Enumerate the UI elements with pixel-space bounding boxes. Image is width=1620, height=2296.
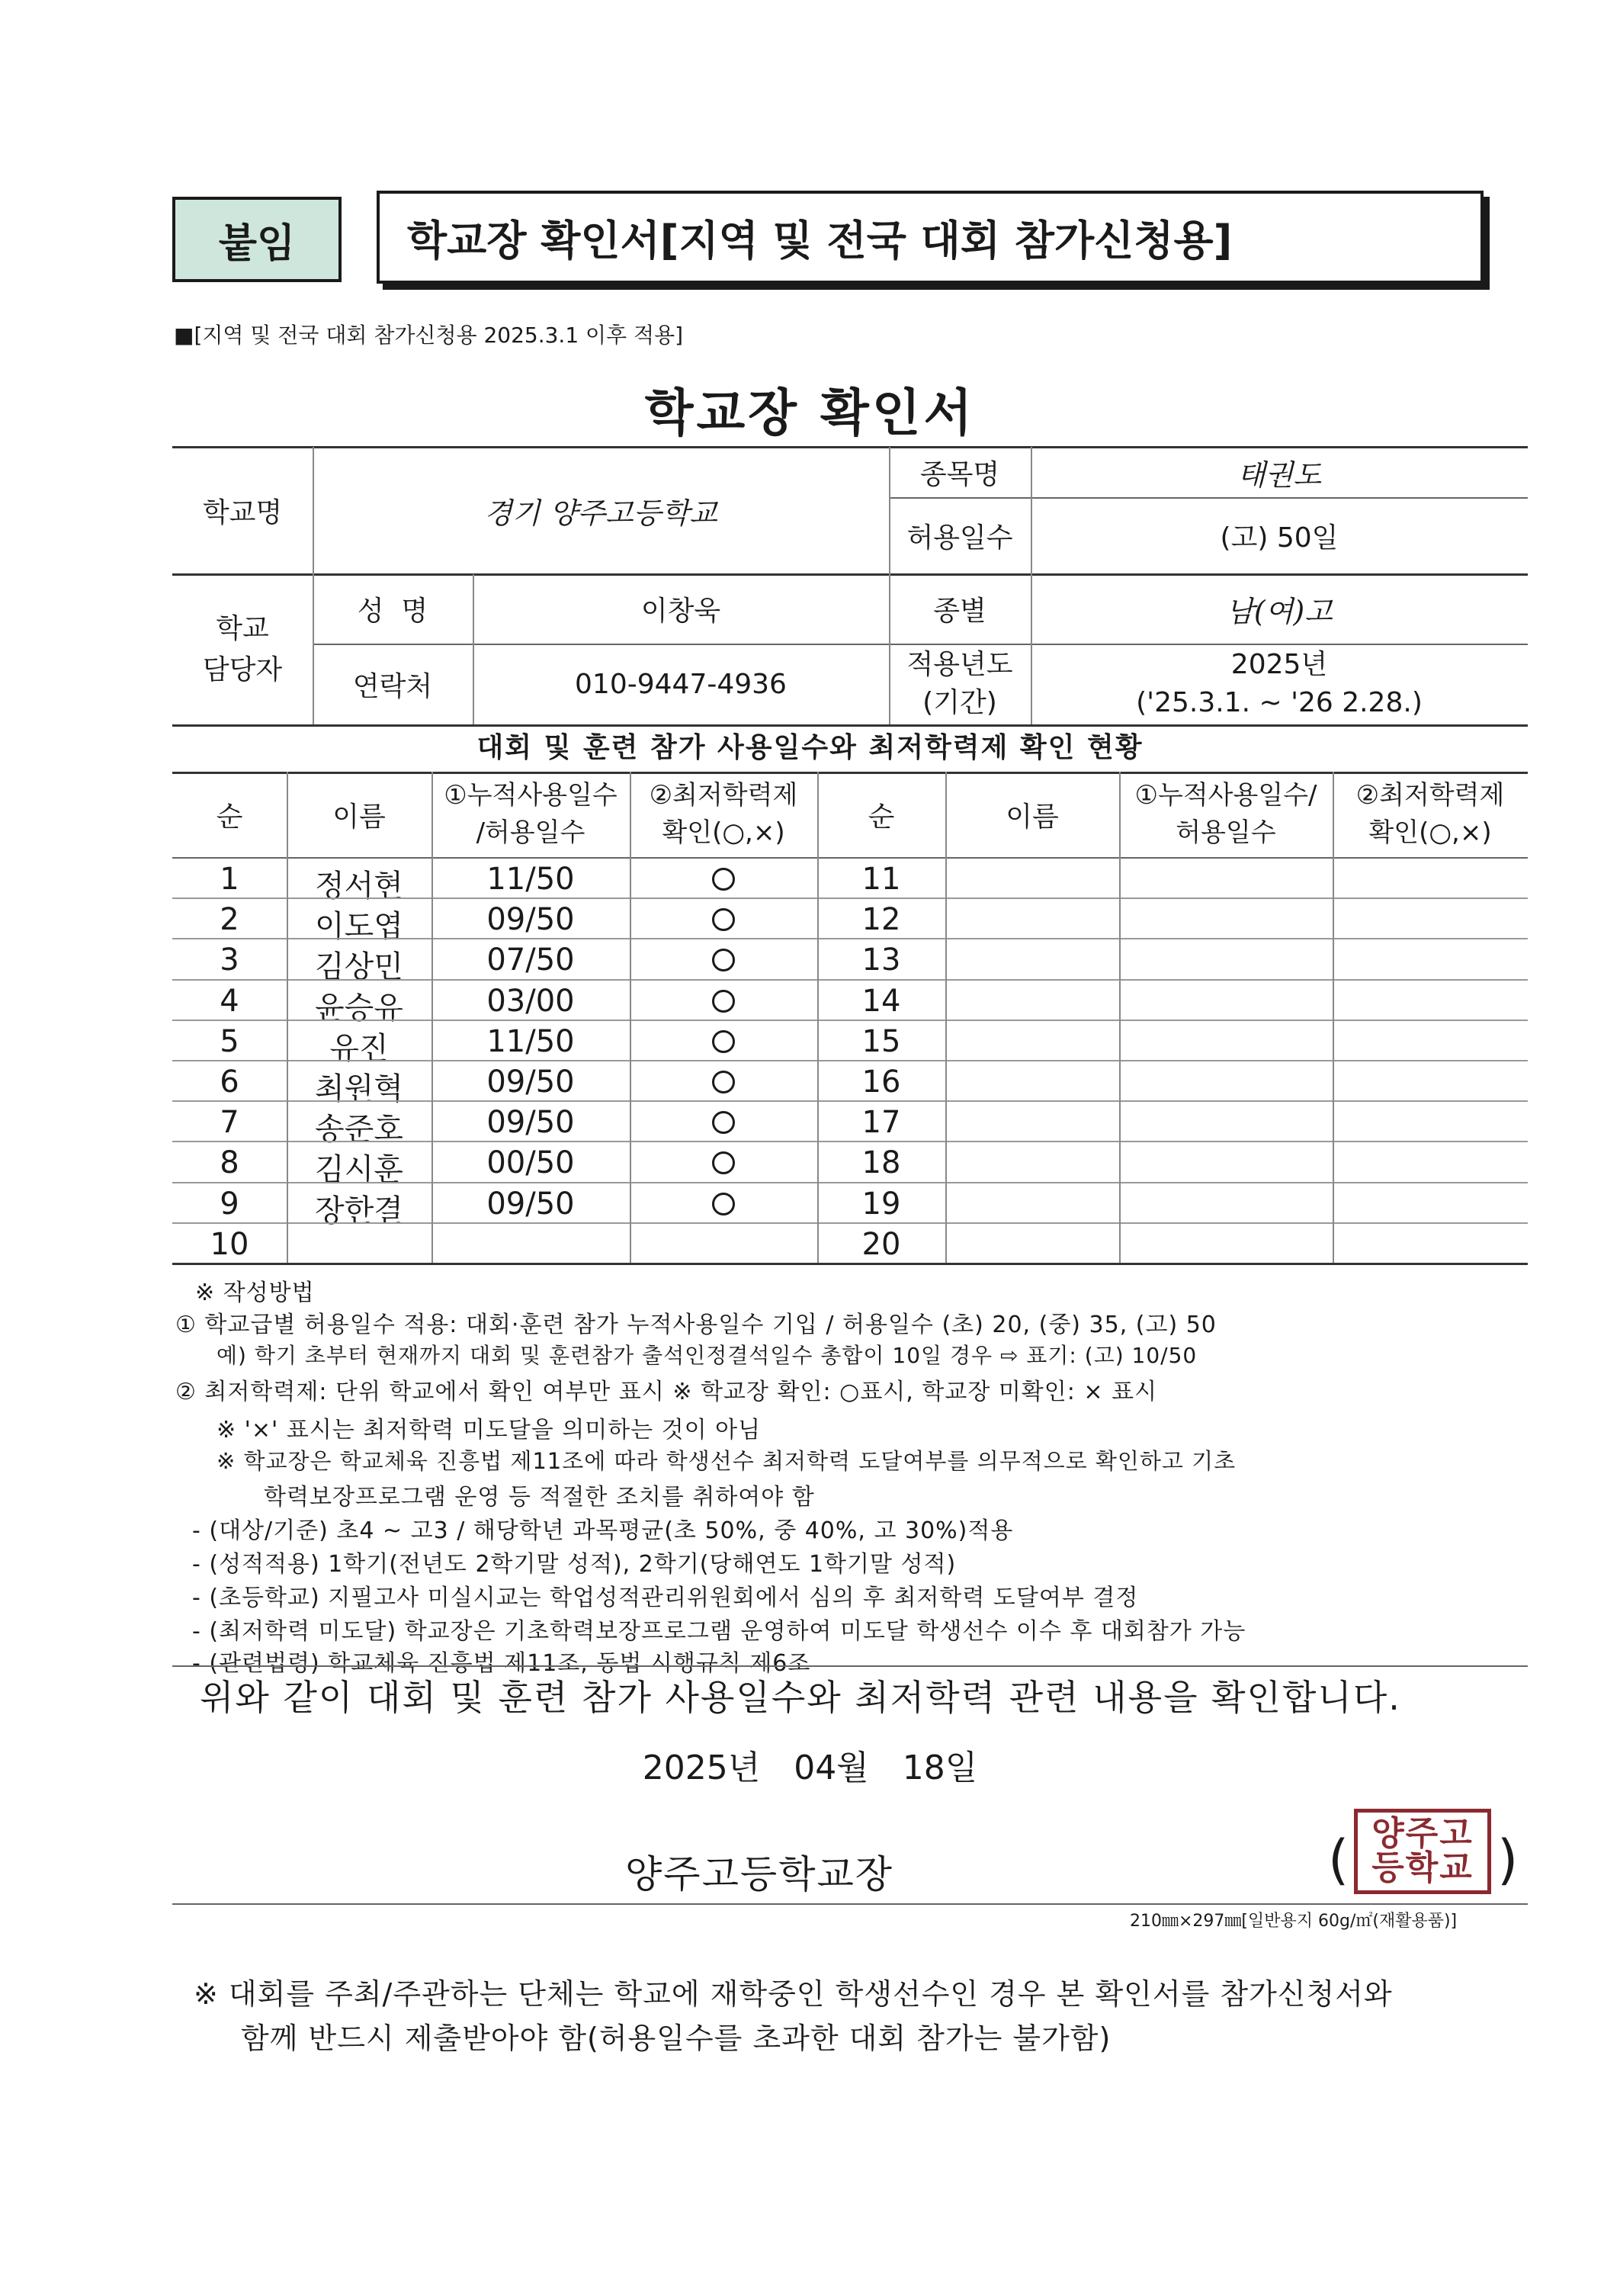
school-seal (1354, 1809, 1491, 1894)
row-number-right: 12 (861, 902, 901, 937)
row-number-right: 20 (861, 1227, 901, 1262)
days-used: 00/50 (486, 1145, 575, 1180)
row-divider (172, 1222, 1528, 1224)
period-value-line: ('25.3.1. ~ '26 2.28.) (1136, 687, 1423, 718)
days-used: 09/50 (486, 1105, 575, 1140)
col-header-days-right (1119, 772, 1333, 857)
row-number: 10 (210, 1227, 249, 1262)
row-number-right: 13 (861, 942, 901, 978)
footer-note-line1: ※ 대회를 주최/주관하는 단체는 학교에 재학중인 학생선수인 경우 본 확인서를 참가신청서와 (194, 1977, 1393, 2011)
divider (1119, 772, 1121, 1263)
detail-1: - (대상/기준) 초4 ~ 고3 / 해당학년 과목평균(초 50%, 중 40%, 고 30%)적용 (192, 1517, 1014, 1544)
divider (817, 772, 819, 1263)
col-header-line: ①누적사용일수/ (1134, 779, 1317, 811)
row-divider (172, 938, 1528, 939)
allowed-days-label: 허용일수 (906, 522, 1013, 554)
col-header-name: 이름 (332, 801, 386, 833)
row-number: 3 (220, 942, 239, 978)
gender-label: 종별 (933, 596, 986, 627)
check-circle-icon (712, 990, 735, 1013)
seal-bracket-right: ) (1497, 1829, 1519, 1891)
row-number-right: 17 (861, 1105, 901, 1140)
manager-name-value: 이창욱 (640, 596, 721, 627)
row-number: 7 (220, 1105, 239, 1140)
athlete-name: 정서현 (315, 869, 403, 904)
year-label-line: (기간) (922, 687, 997, 718)
check-circle-icon (712, 908, 735, 931)
col-header-line: 확인(○,×) (662, 817, 785, 848)
athlete-name: 최원혁 (315, 1071, 403, 1106)
row-divider (172, 1141, 1528, 1142)
year-label (889, 644, 1031, 724)
row-divider (172, 1100, 1528, 1102)
athlete-name: 김상민 (315, 949, 403, 984)
athlete-name: 장한결 (315, 1193, 403, 1228)
row-divider (172, 1020, 1528, 1021)
notes-heading: ※ 작성방법 (195, 1280, 315, 1306)
row-number-right: 19 (861, 1187, 901, 1222)
sport-value: 태권도 (1237, 458, 1322, 492)
col-header-line: 허용일수 (1176, 817, 1276, 848)
days-used: 09/50 (486, 1065, 575, 1100)
check-circle-icon (712, 1030, 735, 1053)
note-2-b-line1: ※ 학교장은 학교체육 진흥법 제11조에 따라 학생선수 최저학력 도달여부를 의무적으로 확인하고 기초 (217, 1448, 1237, 1474)
divider (431, 772, 433, 1263)
divider (172, 1903, 1528, 1905)
note-2-b-line2: 학력보장프로그램 운영 등 적절한 조치를 취하여야 함 (264, 1484, 815, 1511)
col-header-line: 확인(○,×) (1368, 817, 1492, 848)
days-used: 03/00 (486, 984, 575, 1019)
row-number-right: 14 (861, 984, 901, 1019)
divider (945, 772, 947, 1263)
contact-value: 010-9447-4936 (575, 668, 787, 700)
divider (172, 1665, 1528, 1667)
col-header-line: ①누적사용일수 (444, 779, 618, 811)
athlete-name: 김시훈 (315, 1152, 403, 1187)
athlete-name: 유진 (329, 1031, 389, 1066)
page-title: 학교장 확인서 (644, 384, 976, 442)
check-circle-icon (712, 949, 735, 971)
name-label: 성 명 (357, 596, 428, 627)
days-used: 11/50 (486, 862, 575, 897)
seal-bracket-left: ( (1328, 1829, 1349, 1891)
row-number: 5 (220, 1024, 239, 1059)
issue-date: 2025년 04월 18일 (642, 1748, 978, 1787)
manager-label-line: 담당자 (202, 653, 283, 686)
divider (287, 772, 288, 1263)
row-number: 2 (220, 902, 239, 937)
school-name-value: 경기 양주고등학교 (484, 496, 717, 530)
seal-text: 양주고 (1371, 1814, 1474, 1854)
row-number: 8 (220, 1145, 239, 1180)
manager-label-line: 학교 (216, 612, 269, 644)
check-circle-icon (712, 1111, 735, 1134)
col-header-line: ②최저학력제 (1355, 779, 1505, 811)
divider (630, 772, 631, 1263)
allowed-days-value: (고) 50일 (1220, 522, 1339, 554)
note-2-a: ※ '×' 표시는 최저학력 미도달을 의미하는 것이 아님 (217, 1417, 762, 1443)
row-divider (172, 1182, 1528, 1183)
attachment-label: 붙임 (172, 197, 342, 282)
row-number: 4 (220, 984, 239, 1019)
sport-label: 종목명 (919, 458, 1000, 490)
col-header-line: /허용일수 (476, 817, 585, 848)
status-table-title: 대회 및 훈련 참가 사용일수와 최저학력제 확인 현황 (476, 732, 1144, 763)
divider (172, 857, 1528, 859)
days-used: 11/50 (486, 1024, 575, 1059)
check-circle-icon (712, 868, 735, 891)
detail-4: - (최저학력 미도달) 학교장은 기초학력보장프로그램 운영하여 미도달 학생선수 이수 후 대회참가 가능 (192, 1618, 1246, 1645)
school-name-label: 학교명 (202, 496, 283, 528)
row-number-right: 16 (861, 1065, 901, 1100)
paper-spec: 210㎜×297㎜[일반용지 60g/㎡(재활용품)] (1130, 1912, 1458, 1931)
athlete-name: 송준호 (315, 1112, 403, 1147)
row-number: 1 (220, 862, 239, 897)
seal-text: 등학교 (1371, 1848, 1474, 1887)
row-divider (172, 898, 1528, 899)
contact-label: 연락처 (352, 670, 433, 702)
check-circle-icon (712, 1193, 735, 1215)
days-used: 07/50 (486, 942, 575, 978)
applicability-notice: ■[지역 및 전국 대회 참가신청용 2025.3.1 이후 적용] (174, 323, 684, 348)
year-value (1031, 644, 1528, 724)
detail-2: - (성적적용) 1학기(전년도 2학기말 성적), 2학기(당해연도 1학기말 성적) (192, 1551, 957, 1578)
athlete-name: 이도엽 (315, 909, 403, 944)
col-header-check-right (1333, 772, 1528, 857)
col-header-line: ②최저학력제 (649, 779, 798, 811)
note-1-example: 예) 학기 초부터 현재까지 대회 및 훈련참가 출석인정결석일수 총합이 10일 경우 ⇨ 표기: (고) 10/50 (217, 1343, 1198, 1368)
athlete-name: 윤승유 (315, 991, 403, 1026)
gender-value: 남(여)고 (1226, 595, 1333, 628)
note-1: ① 학교급별 허용일수 적용: 대회·훈련 참가 누적사용일수 기입 / 허용일수 (초) 20, (중) 35, (고) 50 (175, 1312, 1217, 1338)
detail-5: - (관련법령) 학교체육 진흥법 제11조, 동법 시행규칙 제6조 (192, 1650, 811, 1677)
document-header-title: 학교장 확인서[지역 및 전국 대회 참가신청용] (377, 191, 1484, 284)
check-circle-icon (712, 1071, 735, 1093)
row-number: 6 (220, 1065, 239, 1100)
row-number-right: 15 (861, 1024, 901, 1059)
divider (172, 1263, 1528, 1265)
detail-3: - (초등학교) 지필고사 미실시교는 학업성적관리위원회에서 심의 후 최저학력 도달여부 결정 (192, 1585, 1139, 1611)
days-used: 09/50 (486, 1187, 575, 1222)
footer-note-line2: 함께 반드시 제출받아야 함(허용일수를 초과한 대회 참가는 불가함) (241, 2021, 1112, 2055)
col-header-days (431, 772, 630, 857)
row-number-right: 18 (861, 1145, 901, 1180)
note-2: ② 최저학력제: 단위 학교에서 확인 여부만 표시 ※ 학교장 확인: ○표시, 학교장 미확인: × 표시 (175, 1379, 1158, 1405)
principal-title: 양주고등학교장 (625, 1852, 894, 1896)
row-number-right: 11 (861, 862, 901, 897)
col-header-no-right: 순 (868, 801, 895, 833)
days-used: 09/50 (486, 902, 575, 937)
divider (1333, 772, 1334, 1263)
col-header-no: 순 (216, 801, 243, 833)
check-circle-icon (712, 1151, 735, 1174)
year-value-line: 2025년 (1230, 648, 1328, 680)
row-divider (172, 1060, 1528, 1061)
row-number: 9 (220, 1187, 239, 1222)
col-header-name-right: 이름 (1006, 801, 1059, 833)
row-divider (172, 979, 1528, 981)
year-label-line: 적용년도 (906, 648, 1013, 680)
manager-label (172, 574, 313, 724)
col-header-check (630, 772, 817, 857)
confirmation-statement: 위와 같이 대회 및 훈련 참가 사용일수와 최저학력 관련 내용을 확인합니다. (200, 1677, 1401, 1718)
